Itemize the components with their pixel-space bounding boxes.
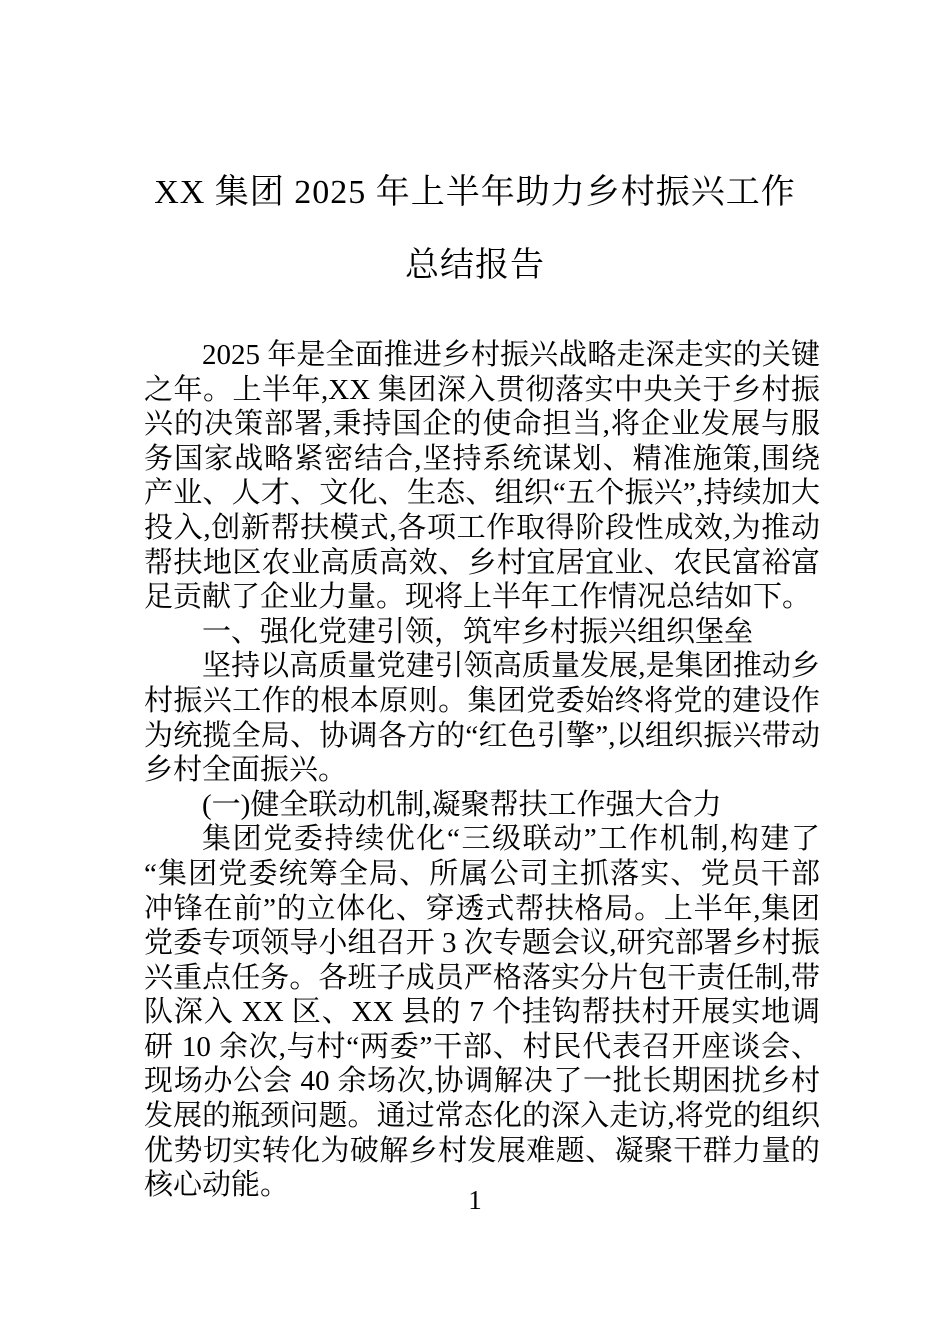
- page-number: 1: [468, 1185, 482, 1215]
- subsection-1-1-paragraph: 集团党委持续优化“三级联动”工作机制,构建了“集团党委统筹全局、所属公司主抓落实、党员干部冲锋在前”的立体化、穿透式帮扶格局。上半年,集团党委专项领导小组召开 3 次专题会议,研究部署乡村振兴重点任务。各班子成员严格落实分片包干责任制,带队深入 XX 区、XX 县的 7 个挂钩帮扶村开展实地调研 10 余次,与村“两委”干部、村民代表召开座谈会、现场办公会 40 余场次,协调解决了一批长期困扰乡村发展的瓶颈问题。通过常态化的深入走访,将党的组织优势切实转化为破解乡村发展难题、凝聚干群力量的核心动能。: [144, 823, 820, 1202]
- intro-paragraph: 2025 年是全面推进乡村振兴战略走深走实的关键之年。上半年,XX 集团深入贯彻落实中央关于乡村振兴的决策部署,秉持国企的使命担当,将企业发展与服务国家战略紧密结合,坚持系统谋划、精准施策,围绕产业、人才、文化、生态、组织“五个振兴”,持续加大投入,创新帮扶模式,各项工作取得阶段性成效,为推动帮扶地区农业高质高效、乡村宜居宜业、农民富裕富足贡献了企业力量。现将上半年工作情况总结如下。: [144, 339, 820, 614]
- document-title-line-2: 总结报告: [405, 247, 545, 284]
- document-title: [0, 156, 950, 302]
- document-body: [144, 338, 820, 1203]
- section-1-intro-paragraph: 坚持以高质量党建引领高质量发展,是集团推动乡村振兴工作的根本原则。集团党委始终将党的建设作为统揽全局、协调各方的“红色引擎”,以组织振兴带动乡村全面振兴。: [144, 650, 820, 787]
- document-title-line-1: XX 集团 2025 年上半年助力乡村振兴工作: [154, 174, 796, 211]
- section-1-heading: 一、强化党建引领，筑牢乡村振兴组织堡垒: [202, 615, 754, 648]
- subsection-1-1-heading: (一)健全联动机制,凝聚帮扶工作强大合力: [202, 788, 722, 821]
